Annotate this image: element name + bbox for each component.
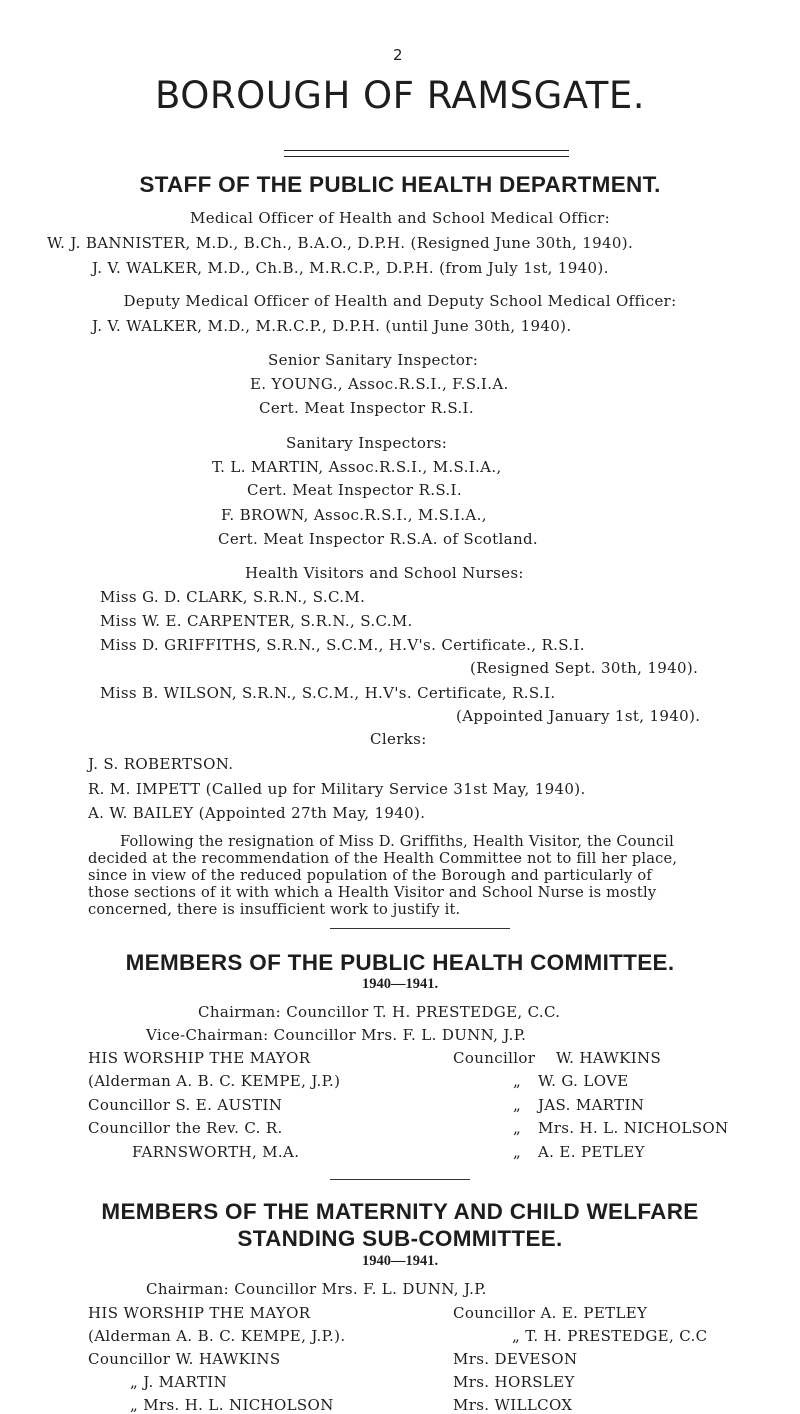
maternity-member: Mrs. WILLCOX — [453, 1396, 573, 1414]
maternity-heading: MEMBERS OF THE MATERNITY AND CHILD WELFARE — [101, 1199, 699, 1224]
sanitary-inspector-entry: Cert. Meat Inspector R.S.I. — [247, 481, 462, 499]
clerk-entry: A. W. BAILEY (Appointed 27th May, 1940). — [88, 804, 426, 822]
committee-chairman: Chairman: Councillor T. H. PRESTEDGE, C.C. — [198, 1003, 561, 1021]
note-line: decided at the recommendation of the Health Committee not to fill her place, — [88, 850, 678, 867]
senior-inspector-entry: E. YOUNG., Assoc.R.S.I., F.S.I.A. — [250, 375, 509, 393]
sanitary-inspectors-label: Sanitary Inspectors: — [286, 434, 448, 452]
maternity-member: „ J. MARTIN — [130, 1373, 228, 1391]
senior-inspector-entry: Cert. Meat Inspector R.S.I. — [259, 399, 474, 417]
deputy-entry: J. V. WALKER, M.D., M.R.C.P., D.P.H. (until June 30th, 1940). — [92, 317, 572, 335]
committee-member: (Alderman A. B. C. KEMPE, J.P.) — [88, 1072, 341, 1090]
committee-heading: MEMBERS OF THE PUBLIC HEALTH COMMITTEE. — [125, 950, 675, 975]
committee-member: JAS. MARTIN — [538, 1096, 645, 1114]
section-divider — [330, 928, 510, 929]
committee-prefix: „ — [513, 1119, 522, 1137]
senior-inspector-label: Senior Sanitary Inspector: — [268, 351, 479, 369]
health-visitor-entry: Miss W. E. CARPENTER, S.R.N., S.C.M. — [100, 612, 413, 630]
sanitary-inspector-entry: Cert. Meat Inspector R.S.A. of Scotland. — [218, 530, 539, 548]
committee-member: W. HAWKINS — [556, 1049, 662, 1067]
clerk-entry: J. S. ROBERTSON. — [88, 755, 234, 773]
maternity-member: (Alderman A. B. C. KEMPE, J.P.). — [88, 1327, 346, 1345]
committee-years: 1940—1941. — [361, 976, 439, 992]
page-number: 2 — [393, 46, 403, 64]
maternity-years: 1940—1941. — [361, 1253, 439, 1269]
maternity-member: „ Mrs. H. L. NICHOLSON — [130, 1396, 334, 1414]
health-visitor-note: (Appointed January 1st, 1940). — [456, 707, 701, 725]
committee-member: HIS WORSHIP THE MAYOR — [88, 1049, 311, 1067]
maternity-member: HIS WORSHIP THE MAYOR — [88, 1304, 311, 1322]
moh-entry: W. J. BANNISTER, M.D., B.Ch., B.A.O., D.P.H. (Resigned June 30th, 1940). — [47, 234, 634, 252]
page-title: BOROUGH OF RAMSGATE. — [155, 74, 645, 117]
committee-member: FARNSWORTH, M.A. — [132, 1143, 300, 1161]
committee-prefix: „ — [513, 1072, 522, 1090]
maternity-member: Councillor A. E. PETLEY — [453, 1304, 648, 1322]
committee-prefix: „ — [513, 1096, 522, 1114]
maternity-chairman: Chairman: Councillor Mrs. F. L. DUNN, J.P. — [146, 1280, 487, 1298]
maternity-heading: STANDING SUB-COMMITTEE. — [237, 1226, 563, 1251]
health-visitor-entry: Miss G. D. CLARK, S.R.N., S.C.M. — [100, 588, 366, 606]
health-visitor-note: (Resigned Sept. 30th, 1940). — [470, 659, 699, 677]
title-double-rule — [284, 150, 569, 157]
committee-member: A. E. PETLEY — [538, 1143, 645, 1161]
note-line: since in view of the reduced population of the Borough and particularly of — [88, 867, 652, 884]
health-visitors-label: Health Visitors and School Nurses: — [245, 564, 524, 582]
maternity-member: Mrs. HORSLEY — [453, 1373, 575, 1391]
moh-label: Medical Officer of Health and School Medical Officr: — [190, 209, 610, 227]
note-line: concerned, there is insufficient work to justify it. — [88, 901, 461, 918]
maternity-member: Mrs. DEVESON — [453, 1350, 578, 1368]
sanitary-inspector-entry: T. L. MARTIN, Assoc.R.S.I., M.S.I.A., — [212, 458, 502, 476]
maternity-member: Councillor W. HAWKINS — [88, 1350, 281, 1368]
section-divider — [330, 1179, 470, 1180]
staffing-note — [88, 833, 788, 918]
deputy-label: Deputy Medical Officer of Health and Deputy School Medical Officer: — [123, 292, 677, 310]
sanitary-inspector-entry: F. BROWN, Assoc.R.S.I., M.S.I.A., — [221, 506, 487, 524]
moh-entry: J. V. WALKER, M.D., Ch.B., M.R.C.P., D.P.H. (from July 1st, 1940). — [92, 259, 609, 277]
clerks-label: Clerks: — [370, 730, 427, 748]
clerk-entry: R. M. IMPETT (Called up for Military Service 31st May, 1940). — [88, 780, 586, 798]
committee-member: Councillor S. E. AUSTIN — [88, 1096, 283, 1114]
committee-prefix: Councillor — [453, 1049, 536, 1067]
committee-vice-chairman: Vice-Chairman: Councillor Mrs. F. L. DUNN, J.P. — [146, 1026, 527, 1044]
health-visitor-entry: Miss D. GRIFFITHS, S.R.N., S.C.M., H.V's. Certificate., R.S.I. — [100, 636, 585, 654]
committee-member: W. G. LOVE — [538, 1072, 629, 1090]
health-visitor-entry: Miss B. WILSON, S.R.N., S.C.M., H.V's. Certificate, R.S.I. — [100, 684, 556, 702]
note-line: those sections of it with which a Health Visitor and School Nurse is mostly — [88, 884, 657, 901]
note-line: Following the resignation of Miss D. Griffiths, Health Visitor, the Council — [120, 833, 675, 850]
maternity-member: „ T. H. PRESTEDGE, C.C — [512, 1327, 708, 1345]
committee-prefix: „ — [513, 1143, 522, 1161]
committee-member: Councillor the Rev. C. R. — [88, 1119, 283, 1137]
staff-heading: STAFF OF THE PUBLIC HEALTH DEPARTMENT. — [139, 172, 661, 197]
committee-member: Mrs. H. L. NICHOLSON — [538, 1119, 729, 1137]
